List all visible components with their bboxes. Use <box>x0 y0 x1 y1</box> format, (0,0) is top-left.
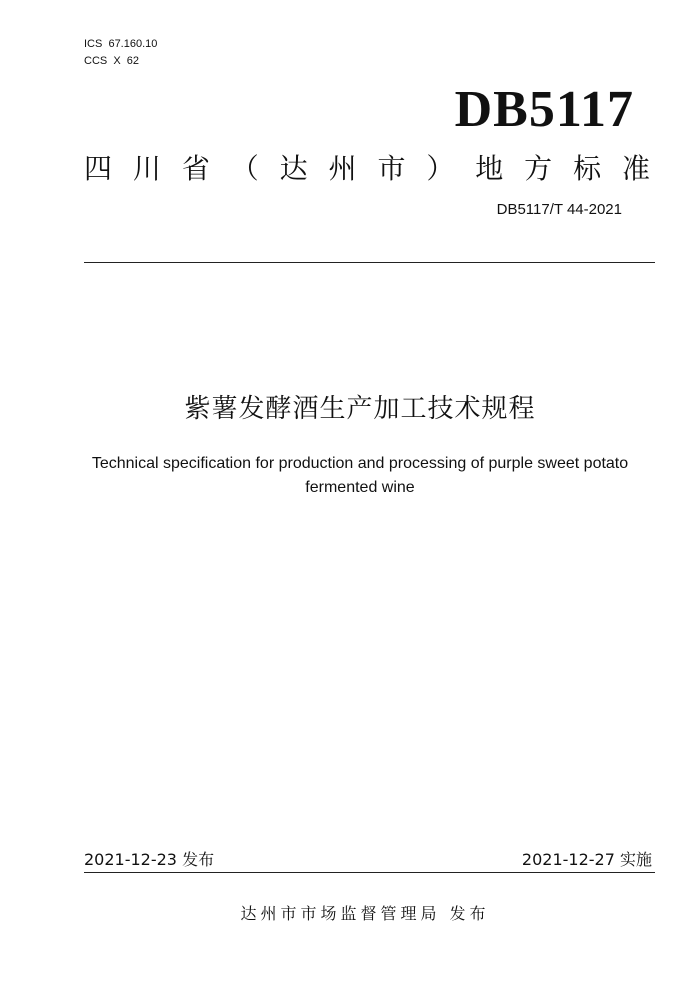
standard-type-char: 达 <box>279 152 308 185</box>
standard-type-char: 州 <box>328 152 357 185</box>
standard-number: DB5117/T 44-2021 <box>496 201 622 218</box>
classification-codes <box>84 36 157 70</box>
db-code-title: DB5117 <box>454 81 634 138</box>
standard-type-char: 川 <box>132 152 161 185</box>
top-divider <box>84 262 655 263</box>
standard-type-char: （ <box>230 152 259 185</box>
issuing-authority: 达州市市场监督管理局 发布 <box>240 904 490 923</box>
effective-date: 2021-12-27 实施 <box>521 850 652 869</box>
standard-type-char: 地 <box>475 152 504 185</box>
english-title-line: fermented wine <box>305 479 415 496</box>
ccs-code: CCS X 62 <box>84 55 140 67</box>
standard-type-char: ） <box>426 152 455 185</box>
standard-type-char: 四 <box>84 152 113 185</box>
standard-type-char: 市 <box>377 152 406 185</box>
standard-type-heading <box>84 152 650 186</box>
bottom-divider <box>84 872 655 873</box>
standard-type-char: 省 <box>181 152 210 185</box>
standard-type-char: 准 <box>621 152 650 185</box>
english-title <box>40 452 680 500</box>
standard-type-char: 方 <box>524 152 553 185</box>
english-title-line: Technical specification for production and processing of purple sweet potato <box>91 455 629 472</box>
publish-date: 2021-12-23 发布 <box>84 850 215 869</box>
standard-type-char: 标 <box>573 152 602 185</box>
ics-code: ICS 67.160.10 <box>84 38 158 50</box>
chinese-title: 紫薯发酵酒生产加工技术规程 <box>184 394 536 424</box>
